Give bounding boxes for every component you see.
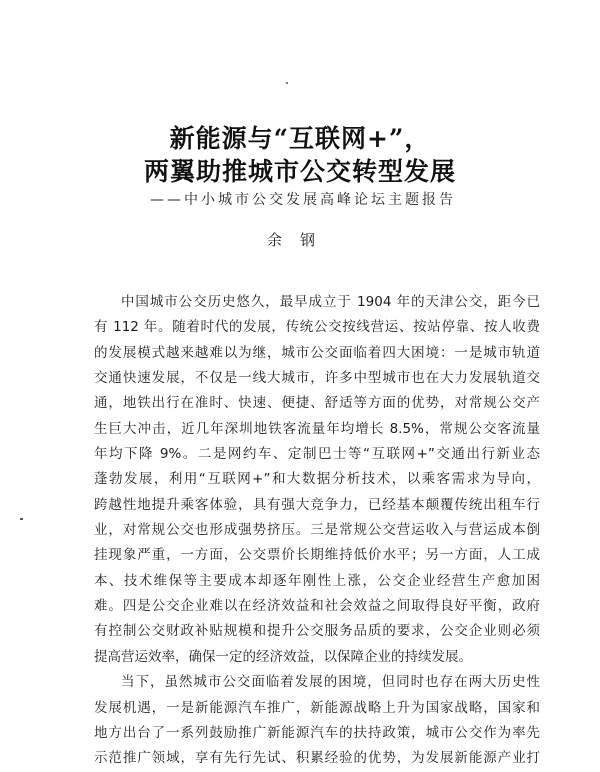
text-line: 蓬勃发展，利用“互联网+”和大数据分析技术，以乘客需求为导向，: [94, 471, 540, 488]
text-line: 通，地铁出行在准时、快速、便捷、舒适等方面的优势，对常规公交产: [94, 395, 540, 412]
paragraph-2: [94, 670, 540, 771]
text-line: 有控制公交财政补贴规模和提升公交服务品质的要求，公交企业则必须: [94, 623, 540, 640]
text-line: 本、技术维保等主要成本却逐年刚性上涨，公交企业经营生产愈加困: [94, 572, 540, 589]
text-line: 难。四是公交企业难以在经济效益和社会效益之间取得良好平衡，政府: [94, 598, 540, 615]
text-line: 交通快速发展，不仅是一线大城市，许多中型城市也在大力发展轨道交: [94, 370, 540, 387]
text-line: 当下，虽然城市公交面临着发展的困境，但同时也存在两大历史性: [121, 674, 540, 691]
text-line: 业，对常规公交也形成强势挤压。三是常规公交营运收入与营运成本倒: [94, 522, 540, 539]
text-line: 中国城市公交历史悠久，最早成立于 1904 年的天津公交，距今已: [121, 294, 540, 310]
text-line: 提高营运效率，确保一定的经济效益，以保障企业的持续发展。: [94, 648, 472, 665]
text-line: 示范推广领域，享有先行先试、积累经验的优势，为发展新能源产业打: [94, 750, 540, 767]
article-title-line-2: 两翼助推城市公交转型发展: [143, 157, 456, 186]
text-line: 年均下降 9%。二是网约车、定制巴士等“互联网+”交通出行新业态: [94, 446, 540, 463]
page-mark: [286, 82, 288, 84]
text-line: 的发展模式越来越难以为继，城市公交面临着四大困境：一是城市轨道: [94, 344, 540, 361]
article-author: 余钢: [266, 231, 333, 249]
article-title-line-1: 新能源与“互联网+”，: [169, 124, 431, 153]
text-line: 挂现象严重，一方面，公交票价长期维持低价水平；另一方面，人工成: [94, 547, 540, 564]
text-line: 生巨大冲击，近几年深圳地铁客流量年均增长 8.5%，常规公交客流量: [94, 420, 540, 437]
article-body: [94, 290, 540, 772]
text-line: 发展机遇，一是新能源汽车推广，新能源战略上升为国家战略，国家和: [94, 699, 540, 716]
text-line: 跨越性地提升乘客体验，具有强大竞争力，已经基本颠覆传统出租车行: [94, 496, 540, 513]
text-line: 有 112 年。随着时代的发展，传统公交按线营运、按站停靠、按人收费: [94, 319, 540, 336]
margin-mark: [20, 518, 23, 520]
text-line: 地方出台了一系列鼓励推广新能源汽车的扶持政策，城市公交作为率先: [94, 724, 540, 741]
article-subtitle: ——中小城市公交发展高峰论坛主题报告: [150, 192, 456, 208]
paragraph-1: [94, 290, 540, 670]
